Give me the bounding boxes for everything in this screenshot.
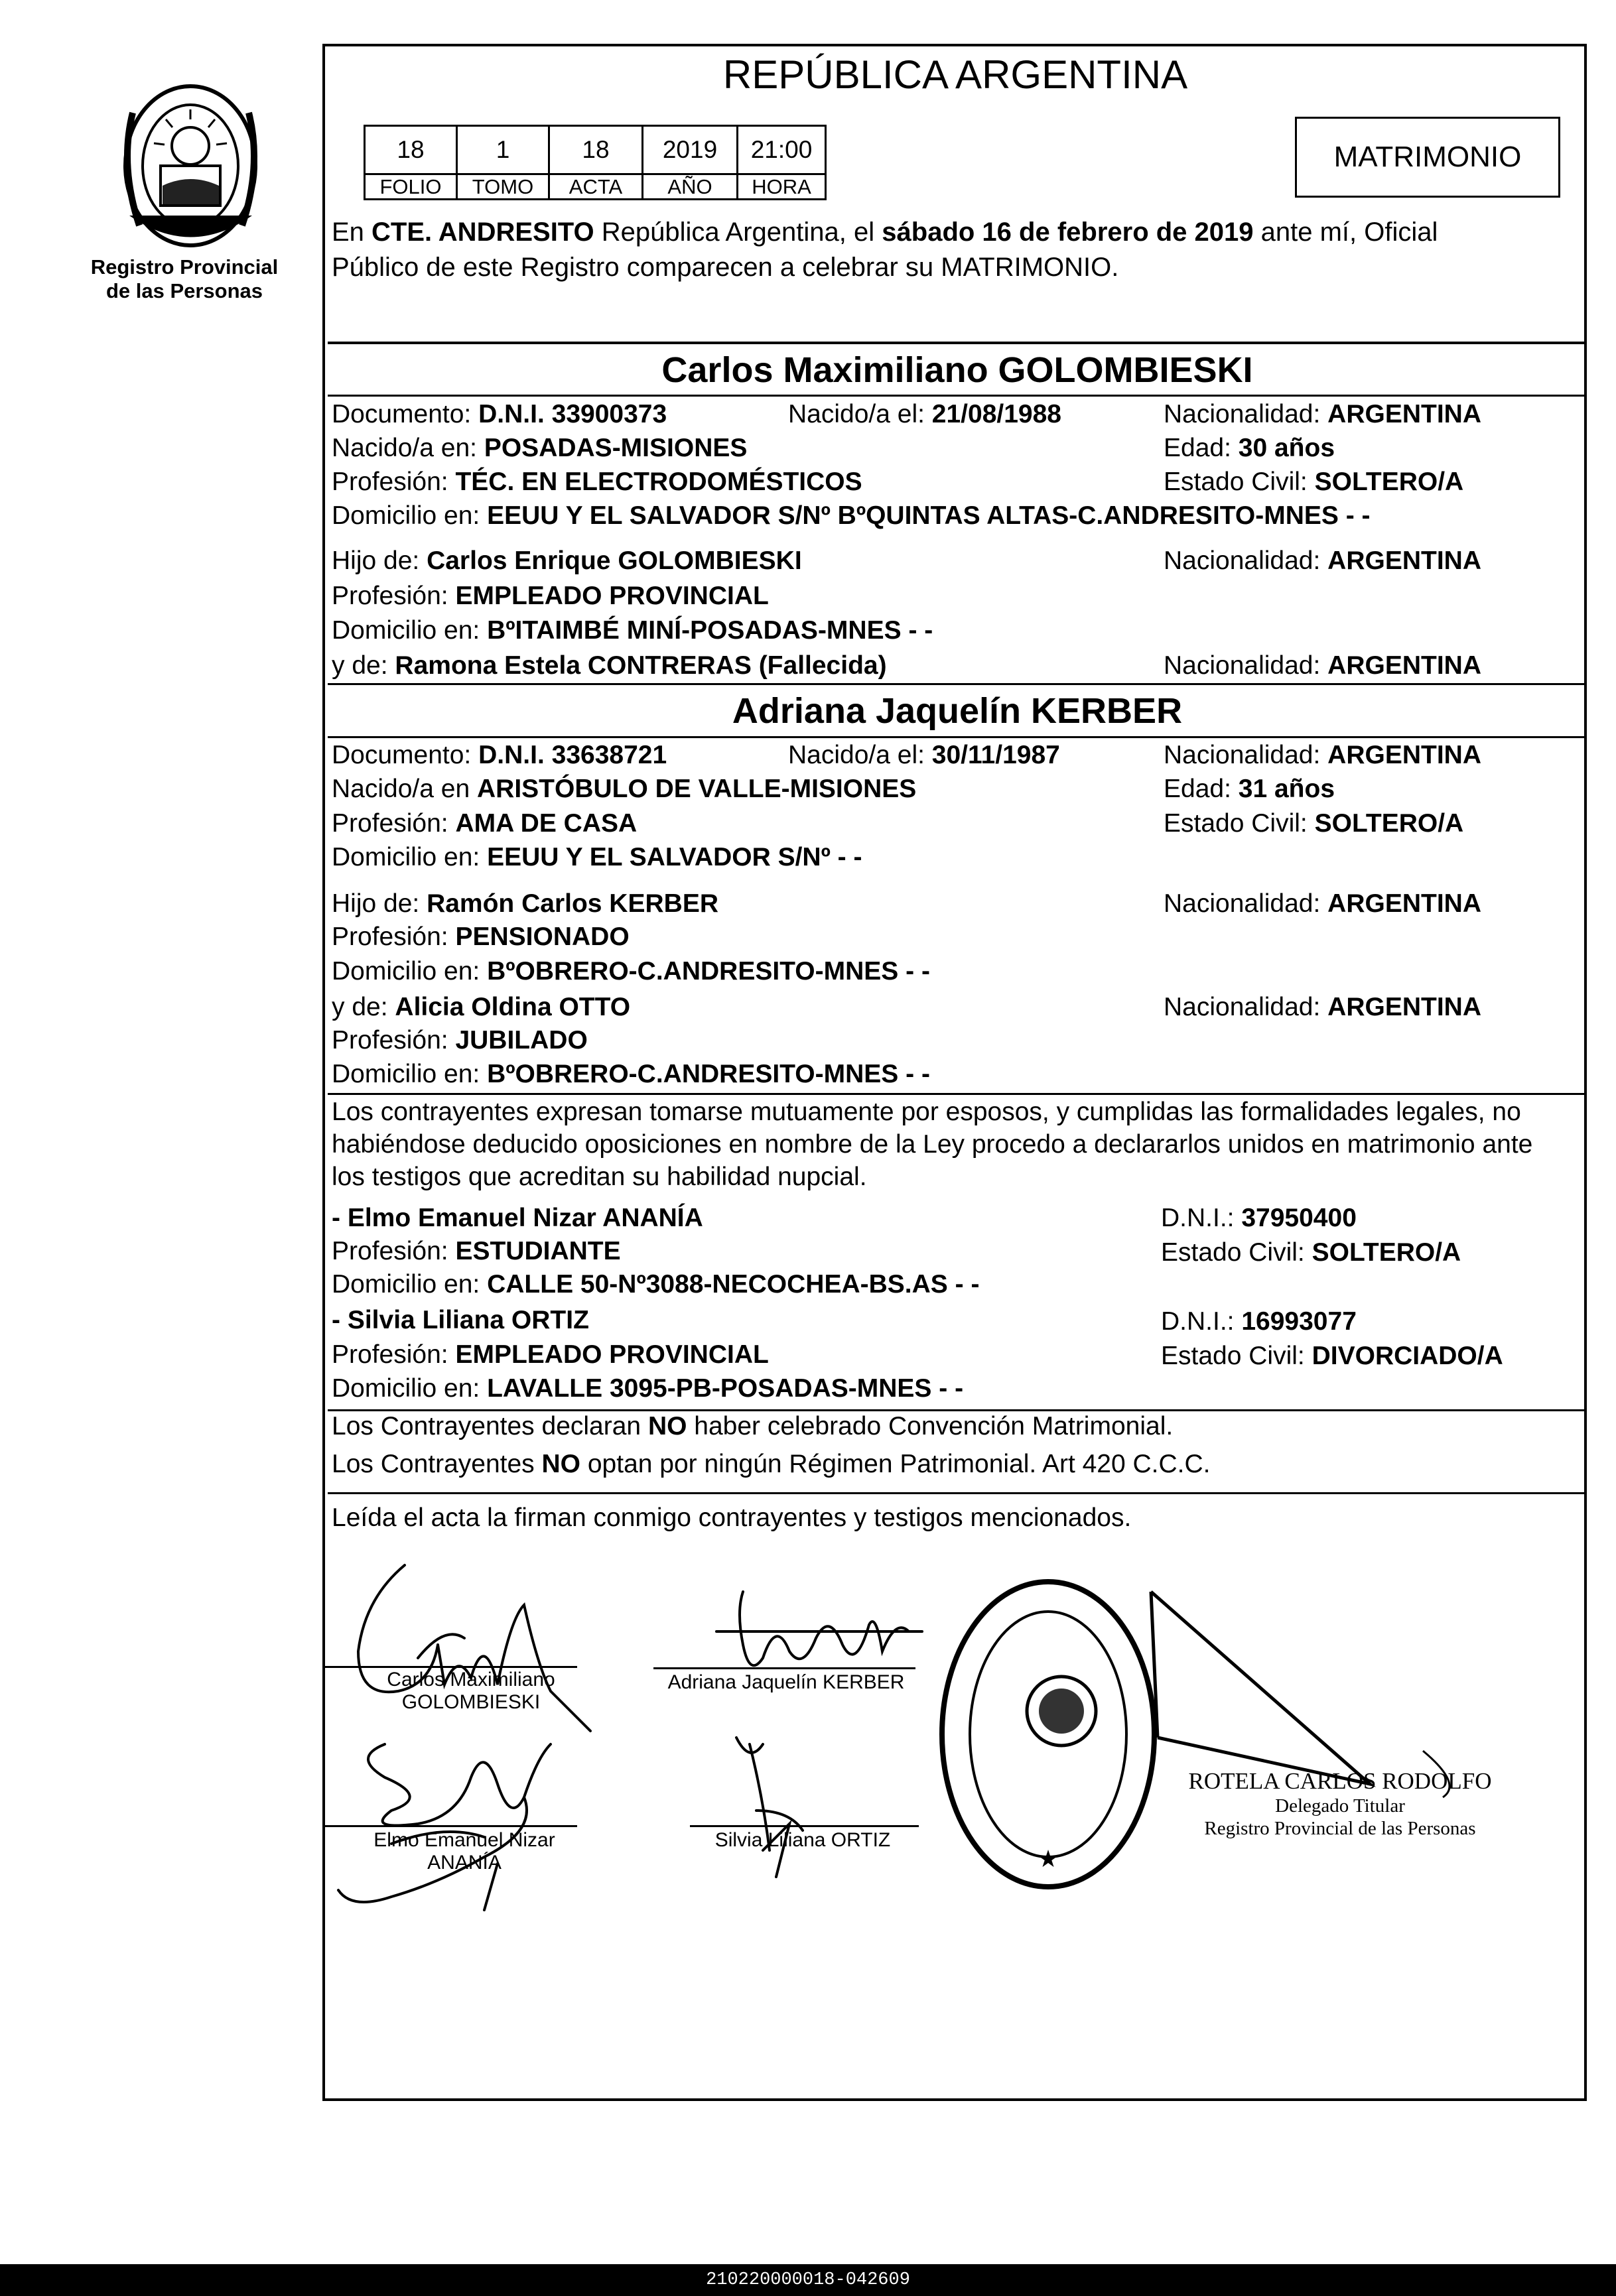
field-label: Hijo de:: [332, 546, 420, 575]
field-label: Profesión:: [332, 1340, 448, 1369]
tomo-value: 1: [457, 126, 549, 174]
closing-statement: Leída el acta la firman conmigo contrayentes y testigos mencionados.: [332, 1503, 1132, 1532]
field-label: Domicilio en:: [332, 843, 480, 871]
spouse2-nationality-row: [1164, 740, 1481, 771]
spouse1-father-address: BºITAIMBÉ MINÍ-POSADAS-MNES - -: [487, 616, 933, 645]
spouse2-civil-status: SOLTERO/A: [1314, 809, 1464, 838]
spouse2-father: Ramón Carlos KERBER: [427, 889, 718, 918]
witness2-profession: EMPLEADO PROVINCIAL: [455, 1340, 769, 1369]
folio-label: FOLIO: [365, 174, 457, 200]
convention-text: optan por ningún Régimen Patrimonial. Art 420 C.C.C.: [580, 1450, 1211, 1478]
field-label: Nacionalidad:: [1164, 889, 1321, 918]
witness2-civil-status: DIVORCIADO/A: [1312, 1342, 1503, 1370]
spouse2-name: Adriana Jaquelín KERBER: [732, 691, 1183, 731]
spouse1-birthplace-row: [332, 433, 747, 464]
field-label: Hijo de:: [332, 889, 420, 918]
witness2-name-row: [332, 1305, 589, 1336]
spouse2-document-row: [332, 740, 667, 771]
declaration-line3: los testigos que acreditan su habilidad nupcial.: [332, 1163, 867, 1191]
spouse2-age: 31 años: [1238, 775, 1335, 803]
field-label: Nacido/a el:: [788, 400, 925, 428]
signature1-caption-line2: GOLOMBIESKI: [401, 1691, 541, 1713]
spouse1-name: Carlos Maximiliano GOLOMBIESKI: [661, 350, 1253, 390]
spouse2-father-row: [332, 889, 718, 919]
spouse2-dni: D.N.I. 33638721: [478, 741, 667, 769]
field-label: Estado Civil:: [1161, 1342, 1305, 1370]
field-label: D.N.I.:: [1161, 1307, 1235, 1336]
field-label: D.N.I.:: [1161, 1204, 1235, 1232]
hora-value: 21:00: [738, 126, 826, 174]
spouse2-father-nationality-row: [1164, 889, 1481, 919]
field-label: Documento:: [332, 741, 472, 769]
spouse2-father-profession: PENSIONADO: [455, 923, 630, 951]
signature-line: [690, 1825, 919, 1827]
spouse1-birthdate: 21/08/1988: [931, 400, 1061, 428]
field-label: Nacido/a en: [332, 775, 470, 803]
spouse2-profession-row: [332, 808, 637, 839]
document-code: 210220000018-042609: [0, 2264, 1616, 2296]
field-label: Estado Civil:: [1164, 809, 1308, 838]
spouse1-father-row: [332, 546, 802, 576]
spouse1-birthplace: POSADAS-MISIONES: [484, 434, 748, 462]
anio-value: 2019: [643, 126, 738, 174]
spouse1-mother-row: [332, 651, 887, 681]
divider: [328, 1492, 1587, 1494]
divider: [328, 736, 1587, 738]
field-label: Profesión:: [332, 1026, 448, 1054]
signature4-caption: Silvia Liliana ORTIZ: [714, 1829, 891, 1851]
spouse2-birthdate-row: [788, 740, 1060, 771]
witness1-civil-status-row: [1161, 1238, 1461, 1268]
signature2-caption: Adriana Jaquelín KERBER: [667, 1671, 905, 1693]
document-title: REPÚBLICA ARGENTINA: [722, 52, 1188, 97]
spouse2-mother-nationality: ARGENTINA: [1327, 993, 1482, 1021]
witness1-profession: ESTUDIANTE: [455, 1237, 621, 1265]
handwritten-signatures-graphic: [285, 1545, 949, 1943]
signature3-caption-line1: Elmo Emanuel Nizar: [373, 1829, 555, 1851]
witness1-civil-status: SOLTERO/A: [1312, 1238, 1461, 1267]
field-label: Edad:: [1164, 434, 1231, 462]
spouse2-birthplace-row: [332, 774, 916, 804]
spouse1-address: EEUU Y EL SALVADOR S/Nº BºQUINTAS ALTAS-C.ANDRESITO-MNES - -: [487, 501, 1371, 530]
convention-text: Los Contrayentes declaran: [332, 1412, 648, 1440]
convention-line2: [332, 1449, 1211, 1480]
spouse2-mother-profession-row: [332, 1025, 588, 1056]
witness1-address-row: [332, 1269, 979, 1300]
spouse1-nationality-row: [1164, 399, 1481, 430]
witness1-dni-row: [1161, 1203, 1357, 1234]
witness-prefix: -: [332, 1204, 348, 1232]
witness2-address: LAVALLE 3095-PB-POSADAS-MNES - -: [487, 1374, 964, 1403]
declaration-line2: habiéndose deducido oposiciones en nombre de la Ley procedo a declararlos unidos en matrimonio ante: [332, 1130, 1533, 1159]
intro-date: sábado 16 de febrero de 2019: [882, 218, 1254, 247]
spouse1-nationality: ARGENTINA: [1327, 400, 1482, 428]
spouse2-address-row: [332, 842, 862, 873]
field-label: Domicilio en:: [332, 1270, 480, 1299]
convention-text: Los Contrayentes: [332, 1450, 542, 1478]
logo-caption: [78, 255, 291, 303]
spouse2-profession: AMA DE CASA: [455, 809, 638, 838]
spouse1-birthdate-row: [788, 399, 1061, 430]
declaration-line1: Los contrayentes expresan tomarse mutuamente por esposos, y cumplidas las formalidades legales, no: [332, 1098, 1521, 1126]
spouse1-mother-nationality: ARGENTINA: [1327, 651, 1482, 680]
spouse2-age-row: [1164, 774, 1335, 804]
spouse1-father-profession-row: [332, 581, 769, 611]
spouse1-civil-status: SOLTERO/A: [1314, 468, 1464, 496]
spouse1-mother-nationality-row: [1164, 651, 1481, 681]
spouse2-father-address: BºOBRERO-C.ANDRESITO-MNES - -: [487, 957, 930, 986]
spouse2-civil-status-row: [1164, 808, 1463, 839]
spouse1-age-row: [1164, 433, 1335, 464]
misiones-coat-of-arms-icon: [100, 73, 282, 259]
spouse2-address: EEUU Y EL SALVADOR S/Nº - -: [487, 843, 862, 871]
field-label: Nacionalidad:: [1164, 993, 1321, 1021]
witness1-name-row: [332, 1203, 703, 1234]
field-label: Estado Civil:: [1164, 468, 1308, 496]
official-organization: Registro Provincial de las Personas: [1204, 1818, 1476, 1839]
signature-line: [325, 1825, 577, 1827]
spouse1-civil-status-row: [1164, 467, 1463, 497]
field-label: Nacionalidad:: [1164, 741, 1321, 769]
svg-text:★: ★: [1037, 1846, 1059, 1873]
field-label: Profesión:: [332, 1237, 448, 1265]
spouse1-mother: Ramona Estela CONTRERAS (Fallecida): [395, 651, 887, 680]
official-block: [1187, 1768, 1493, 1840]
spouse2-mother-row: [332, 992, 630, 1023]
spouse2-mother-nationality-row: [1164, 992, 1481, 1023]
logo-caption-line2: de las Personas: [105, 279, 263, 302]
signature3-caption-line2: ANANÍA: [427, 1852, 502, 1874]
field-label: Nacido/a en:: [332, 434, 477, 462]
witness2-civil-status-row: [1161, 1341, 1503, 1371]
spouse2-mother: Alicia Oldina OTTO: [395, 993, 631, 1021]
intro-place: CTE. ANDRESITO: [371, 218, 594, 247]
spouse2-father-address-row: [332, 956, 930, 987]
registration-table: [364, 125, 827, 200]
field-label: Edad:: [1164, 775, 1231, 803]
signature3-caption: [352, 1829, 577, 1874]
field-label: Domicilio en:: [332, 501, 480, 530]
spouse1-father-nationality: ARGENTINA: [1327, 546, 1482, 575]
official-name: ROTELA CARLOS RODOLFO: [1188, 1768, 1492, 1794]
signature1-caption: [358, 1669, 584, 1714]
convention-line1: [332, 1411, 1173, 1442]
witness2-name: Silvia Liliana ORTIZ: [347, 1306, 589, 1334]
spouse1-father: Carlos Enrique GOLOMBIESKI: [427, 546, 802, 575]
field-label: y de:: [332, 651, 388, 680]
intro-line2: Público de este Registro comparecen a celebrar su MATRIMONIO.: [332, 253, 1119, 282]
witness1-dni: 37950400: [1241, 1204, 1357, 1232]
signature-line: [653, 1667, 915, 1669]
spouse1-address-row: [332, 501, 1371, 531]
field-label: Domicilio en:: [332, 957, 480, 986]
spouse1-father-profession: EMPLEADO PROVINCIAL: [455, 582, 769, 610]
spouse1-father-address-row: [332, 615, 933, 646]
spouse2-nationality: ARGENTINA: [1327, 741, 1482, 769]
official-stamp-graphic: [935, 1572, 1161, 1897]
logo-caption-line1: Registro Provincial: [90, 255, 279, 279]
field-label: y de:: [332, 993, 388, 1021]
field-label: Nacionalidad:: [1164, 400, 1321, 428]
divider: [328, 342, 1587, 344]
intro-text-c: ante mí, Oficial: [1253, 218, 1438, 247]
signature1-caption-line1: Carlos Maximiliano: [387, 1669, 555, 1690]
spouse2-mother-address-row: [332, 1059, 930, 1090]
field-label: Nacionalidad:: [1164, 651, 1321, 680]
field-label: Nacido/a el:: [788, 741, 925, 769]
acta-label: ACTA: [549, 174, 643, 200]
convention-no: NO: [541, 1450, 581, 1478]
field-label: Estado Civil:: [1161, 1238, 1305, 1267]
intro-line1: [332, 217, 1438, 247]
spouse2-mother-address: BºOBRERO-C.ANDRESITO-MNES - -: [487, 1060, 930, 1088]
spouse1-dni: D.N.I. 33900373: [478, 400, 667, 428]
field-label: Domicilio en:: [332, 1060, 480, 1088]
field-label: Documento:: [332, 400, 472, 428]
folio-value: 18: [365, 126, 457, 174]
field-label: Nacionalidad:: [1164, 546, 1321, 575]
divider: [328, 683, 1587, 685]
field-label: Profesión:: [332, 582, 448, 610]
intro-text-a: En: [332, 218, 372, 247]
spouse1-document-row: [332, 399, 667, 430]
witness2-address-row: [332, 1373, 963, 1404]
field-label: Profesión:: [332, 809, 448, 838]
spouse1-profession-row: [332, 467, 862, 497]
witness2-dni: 16993077: [1241, 1307, 1357, 1336]
witness2-dni-row: [1161, 1307, 1357, 1337]
spouse2-father-profession-row: [332, 922, 630, 952]
field-label: Domicilio en:: [332, 1374, 480, 1403]
witness-prefix: -: [332, 1306, 348, 1334]
intro-text-b: República Argentina, el: [594, 218, 882, 247]
act-type-box: MATRIMONIO: [1295, 117, 1560, 198]
witness2-profession-row: [332, 1340, 769, 1370]
field-label: Profesión:: [332, 923, 448, 951]
hora-label: HORA: [738, 174, 826, 200]
witness1-profession-row: [332, 1236, 621, 1267]
acta-value: 18: [549, 126, 643, 174]
witness1-name: Elmo Emanuel Nizar ANANÍA: [347, 1204, 703, 1232]
spouse1-age: 30 años: [1238, 434, 1335, 462]
divider: [328, 1093, 1587, 1095]
spouse2-birthplace: ARISTÓBULO DE VALLE-MISIONES: [476, 775, 917, 803]
spouse2-father-nationality: ARGENTINA: [1327, 889, 1482, 918]
field-label: Profesión:: [332, 468, 448, 496]
field-label: Domicilio en:: [332, 616, 480, 645]
convention-text: haber celebrado Convención Matrimonial.: [687, 1412, 1174, 1440]
signature-line: [325, 1666, 577, 1668]
spouse2-mother-profession: JUBILADO: [455, 1026, 588, 1054]
divider: [328, 395, 1587, 397]
spouse2-birthdate: 30/11/1987: [931, 741, 1060, 769]
convention-no: NO: [647, 1412, 687, 1440]
tomo-label: TOMO: [457, 174, 549, 200]
provincial-seal-logo: [100, 73, 282, 259]
spouse1-father-nationality-row: [1164, 546, 1481, 576]
witness1-address: CALLE 50-Nº3088-NECOCHEA-BS.AS - -: [487, 1270, 980, 1299]
official-title: Delegado Titular: [1275, 1795, 1405, 1817]
spouse1-profession: TÉC. EN ELECTRODOMÉSTICOS: [455, 468, 862, 496]
anio-label: AÑO: [643, 174, 738, 200]
